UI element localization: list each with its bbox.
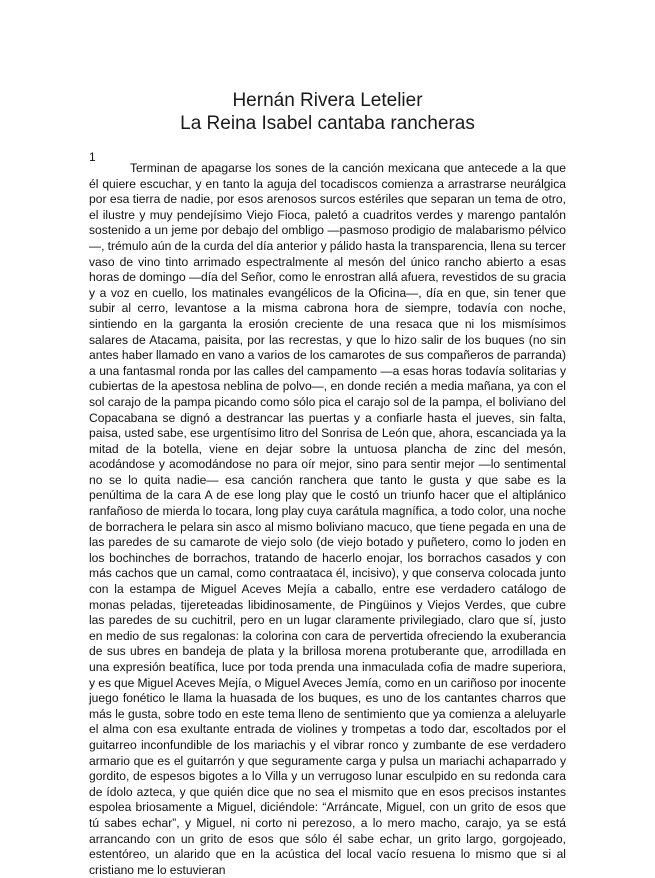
title-block xyxy=(0,89,655,135)
body-paragraph: Terminan de apagarse los sones de la canción mexicana que antecede a la que él quiere escuchar, y en tanto la aguja del tocadiscos comienza a arrastrarse neurálgica por esa tierra de nadie, por esos arenosos surcos estériles que separan un tema de otro, el ilustre y muy pendejísimo Viejo Fioca, paletó a cuadritos verdes y marengo pantalón sostenido a un jeme por debajo del ombligo —pasmoso prodigio de malabarismo pélvico—, trémulo aún de la curda del día anterior y pálido hasta la transparencia, llena su tercer vaso de vino tinto arrimado espectralmente al mesón del único rancho abierto a esas horas de domingo —día del Señor, como le enrostran allá afuera, revestidos de su gracia y a voz en cuello, los matinales evangélicos de la Oficina—, día en que, sin tener que subir al cerro, levantose a la misma cabrona hora de siempre, todavía con noche, sintiendo en la garganta la erosión creciente de una resaca que ni los mismísimos salares de Atacama, paisita, por las recrestas, y que lo hizo salir de los buques (no sin antes haber llamado en vano a varios de los camarotes de sus compañeros de parranda) a una fantasmal ronda por las calles del campamento —a esas horas todavía solitarias y cubiertas de la apestosa neblina de polvo—, en donde recién a media mañana, ya con el sol carajo de la pampa picando como sólo pica el carajo sol de la pampa, el boliviano del Copacabana se dignó a destrancar las puertas y a confiarle hasta el jueves, sin falta, paisa, usted sabe, ese urgentísimo litro del Sonrisa de León que, ahora, escanciada ya la mitad de la botella, viene en dejar sobre la untuosa plancha de zinc del mesón, acodándose y acomodándose no para oír mejor, sino para sentir mejor —lo sentimental no se lo quita nadie— esa canción ranchera que tanto le gusta y que sabe es la penúltima de la cara A de ese long play que le costó un triunfo hacer que el altiplánico ranfañoso de mierda lo tocara, long play cuya carátula magnífica, a todo color, una noche de borrachera le pelara sin asco al mismo boliviano macuco, que tiene pegada en una de las paredes de su camarote de viejo solo (de viejo botado y puñetero, como lo joden en los bochinches de borrachos, tratando de hacerlo enojar, los borrachos casados y con más cachos que un camal, como contraataca él, incisivo), y que conserva colocada junto con la estampa de Miguel Aceves Mejía a caballo, entre ese verdadero catálogo de monas peladas, tijereteadas libidinosamente, de Pingüinos y Viejos Verdes, que cubre las paredes de su cuchitril, pero en un lugar claramente privilegiado, claro que sí, justo en medio de sus regalonas: la colorina con cara de pervertida ofreciendo la exuberancia de sus ubres en bandeja de plata y la brillosa morena protuberante que, arrodillada en una expresión beatífica, luce por toda prenda una inmaculada cofia de madre superiora, y es que Miguel Aceves Mejía, o Miguel Aveces Jemía, como en un cariñoso por inocente juego fonético le llama la huasada de los buques, es uno de los cantantes charros que más le gusta, sobre todo en este tema lleno de sentimiento que ya comienza a aleluyarle el alma con esa exultante entrada de violines y trompetas a todo dar, escoltados por el guitarreo inconfundible de los mariachis y el vibrar ronco y zumbante de ese verdadero armario que es el guitarrón y que seguramente carga y pulsa un mariachi achaparrado y gordito, de espesos bigotes a lo Villa y un verrugoso lunar esculpido en su redonda cara de ídolo azteca, y que quién dice que no sea el mismito que en esos precisos instantes espolea briosamente a Miguel, diciéndole: “Arráncate, Miguel, con un grito de esos que tú sabes echar”, y Miguel, ni corto ni perezoso, a lo mero macho, carajo, ya se está arrancando con un grito de esos que sólo él sabe echar, un grito largo, gorgojeado, estentóreo, un alarido que en la acústica del local vacío resuena lo mismo que si al cristiano me lo estuvieran xyxy=(89,161,566,877)
chapter-number: 1 xyxy=(89,150,96,164)
author-name: Hernán Rivera Letelier xyxy=(232,90,423,111)
book-title: La Reina Isabel cantaba rancheras xyxy=(180,113,475,134)
